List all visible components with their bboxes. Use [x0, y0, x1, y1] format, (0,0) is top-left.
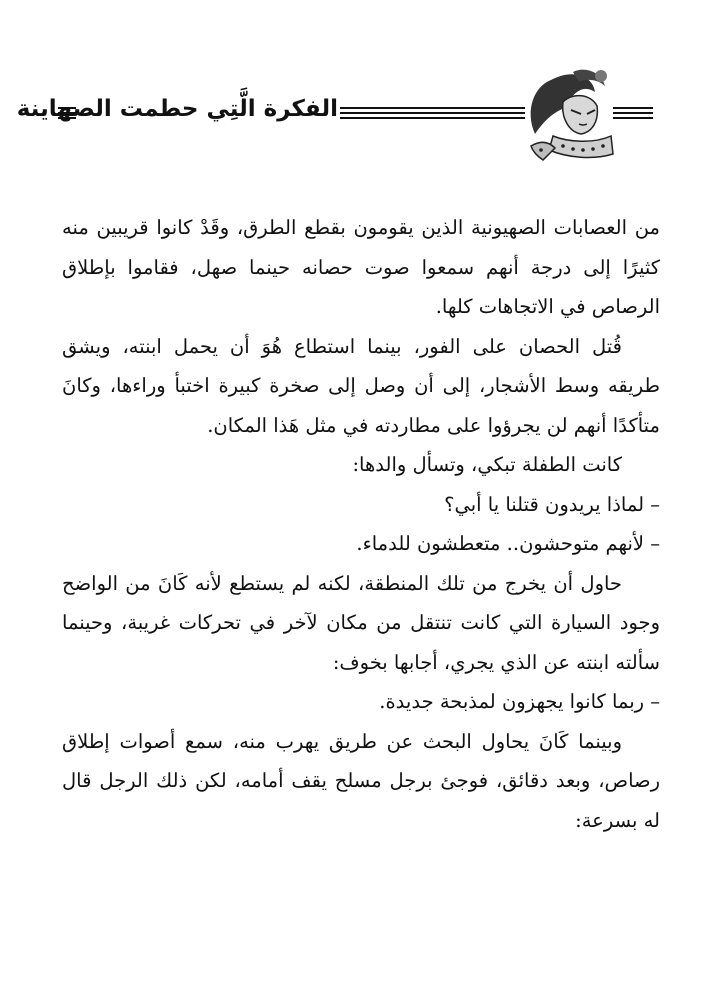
dialogue-line: – لأنهم متوحشون.. متعطشون للدماء. — [356, 532, 660, 555]
dialogue-line: – لماذا يريدون قتلنا يا أبي؟ — [444, 492, 660, 516]
story-body — [62, 208, 660, 840]
paragraph: من العصابات الصهيونية الذين يقومون بقطع الطرق، وقَدْ كانوا قريبين منه كثيرًا إلى درجة أنهم سمعوا صوت حصانه حينما صهل، فقاموا بإطلاق الرصاص في الاتجاهات كلها. — [62, 216, 660, 318]
decorative-rule-middle — [340, 107, 525, 121]
dialogue-line: – ربما كانوا يجهزون لمذبحة جديدة. — [379, 690, 660, 713]
paragraph: كانت الطفلة تبكي، وتسأل والدها: — [352, 453, 622, 476]
page-header — [16, 62, 658, 162]
paragraph: حاول أن يخرج من تلك المنطقة، لكنه لم يستطع لأنه كَانَ من الواضح وجود السيارة التي كانت تنتقل من مكان لآخر في تحركات غريبة، وحينما سألته ابنته عن الذي يجري، أجابها بخوف: — [62, 571, 660, 674]
paragraph: قُتل الحصان على الفور، بينما استطاع هُوَ أن يحمل ابنته، ويشق طريقه وسط الأشجار، إلى أن وصل إلى صخرة كبيرة اختبأ وراءها، وكانَ متأكدًا أنهم لن يجرؤوا على مطاردته في مثل هَذا المكان. — [62, 334, 660, 437]
decorative-rule-right — [613, 107, 653, 121]
chapter-title: الفكرة الَّتِي حطمت الصهاينة — [16, 96, 338, 122]
paragraph: وبينما كَانَ يحاول البحث عن طريق يهرب منه، سمع أصوات إطلاق رصاص، وبعد دقائق، فوجئ برجل مسلح يقف أمامه، لكن ذلك الرجل قال له بسرعة: — [62, 729, 660, 832]
girl-character-illustration — [513, 62, 618, 162]
